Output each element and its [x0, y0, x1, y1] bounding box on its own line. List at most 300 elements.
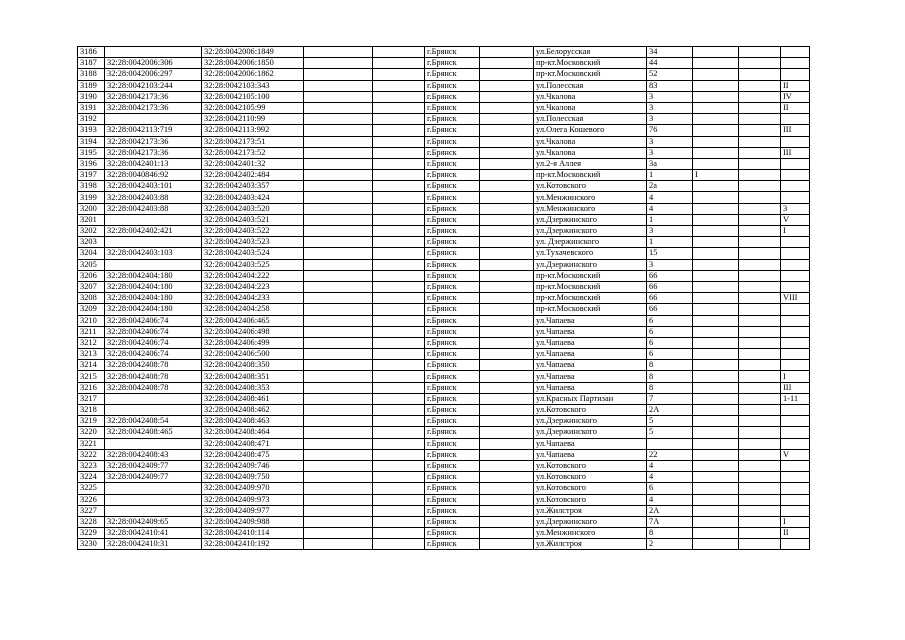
- cell-cad_old: 32:28:0042403:103: [105, 248, 202, 259]
- cell-cad_old: 32:28:0042173:36: [105, 136, 202, 147]
- cell-c11: [739, 304, 781, 315]
- cell-c12: [781, 270, 810, 281]
- cell-c10: [693, 393, 739, 404]
- table-row: [78, 125, 810, 136]
- cell-c11: [739, 528, 781, 539]
- cell-c10: [693, 147, 739, 158]
- cell-c7: [480, 326, 534, 337]
- cell-c12: II: [781, 102, 810, 113]
- cell-c12: V: [781, 214, 810, 225]
- cell-num: 3226: [78, 494, 105, 505]
- cell-c7: [480, 102, 534, 113]
- cell-c5: [373, 91, 425, 102]
- cell-city: г.Брянск: [425, 214, 480, 225]
- cell-c11: [739, 315, 781, 326]
- cell-cad_new: 32:28:0042403:525: [202, 259, 304, 270]
- cell-c11: [739, 371, 781, 382]
- cell-c7: [480, 494, 534, 505]
- cell-c10: [693, 505, 739, 516]
- cell-c4: [304, 136, 373, 147]
- cell-c11: [739, 438, 781, 449]
- cell-num: 3220: [78, 427, 105, 438]
- cell-c5: [373, 416, 425, 427]
- cell-c11: [739, 326, 781, 337]
- cell-c5: [373, 102, 425, 113]
- registry-body: [78, 47, 810, 550]
- cell-c10: [693, 315, 739, 326]
- table-row: [78, 349, 810, 360]
- cell-house: 2А: [647, 505, 693, 516]
- cell-cad_new: 32:28:0042406:498: [202, 326, 304, 337]
- cell-c10: [693, 259, 739, 270]
- cell-c4: [304, 315, 373, 326]
- cell-c7: [480, 528, 534, 539]
- cell-c7: [480, 281, 534, 292]
- cell-num: 3210: [78, 315, 105, 326]
- cell-c10: [693, 293, 739, 304]
- cell-house: 3: [647, 226, 693, 237]
- cell-city: г.Брянск: [425, 170, 480, 181]
- cell-c5: [373, 460, 425, 471]
- cell-c11: [739, 259, 781, 270]
- cell-cad_old: 32:28:0042404:180: [105, 293, 202, 304]
- cell-cad_new: 32:28:0042403:424: [202, 192, 304, 203]
- cell-cad_old: 32:28:0042408:54: [105, 416, 202, 427]
- cell-num: 3186: [78, 47, 105, 58]
- cell-cad_new: 32:28:0042408:353: [202, 382, 304, 393]
- cell-num: 3216: [78, 382, 105, 393]
- cell-c4: [304, 226, 373, 237]
- cell-c11: [739, 102, 781, 113]
- cell-c7: [480, 47, 534, 58]
- cell-c4: [304, 539, 373, 550]
- cell-c4: [304, 80, 373, 91]
- cell-c7: [480, 472, 534, 483]
- table-row: [78, 91, 810, 102]
- cell-c4: [304, 382, 373, 393]
- cell-c10: [693, 472, 739, 483]
- cell-num: 3207: [78, 281, 105, 292]
- cell-c5: [373, 226, 425, 237]
- cell-c5: [373, 516, 425, 527]
- cell-c5: [373, 270, 425, 281]
- cell-c7: [480, 270, 534, 281]
- cell-c10: [693, 449, 739, 460]
- table-row: [78, 449, 810, 460]
- cell-c12: [781, 494, 810, 505]
- cell-c10: [693, 270, 739, 281]
- cell-c5: [373, 371, 425, 382]
- cell-c7: [480, 80, 534, 91]
- cell-c10: [693, 304, 739, 315]
- cell-c4: [304, 248, 373, 259]
- cell-cad_old: 32:28:0040846:92: [105, 170, 202, 181]
- cell-num: 3209: [78, 304, 105, 315]
- cell-street: ул.Чапаева: [534, 449, 647, 460]
- cell-num: 3217: [78, 393, 105, 404]
- cell-city: г.Брянск: [425, 91, 480, 102]
- cell-c11: [739, 393, 781, 404]
- cell-c4: [304, 326, 373, 337]
- cell-cad_old: [105, 483, 202, 494]
- cell-c12: III: [781, 147, 810, 158]
- cell-c7: [480, 147, 534, 158]
- table-row: [78, 293, 810, 304]
- cell-cad_old: [105, 393, 202, 404]
- cell-c5: [373, 382, 425, 393]
- cell-cad_old: [105, 259, 202, 270]
- cell-cad_old: 32:28:0042173:36: [105, 102, 202, 113]
- cell-c7: [480, 293, 534, 304]
- cell-num: 3206: [78, 270, 105, 281]
- cell-c11: [739, 192, 781, 203]
- cell-c5: [373, 505, 425, 516]
- cell-house: 2А: [647, 405, 693, 416]
- table-row: [78, 382, 810, 393]
- cell-c11: [739, 416, 781, 427]
- cell-cad_new: 32:28:0042404:223: [202, 281, 304, 292]
- cell-c4: [304, 337, 373, 348]
- cell-c4: [304, 114, 373, 125]
- cell-c4: [304, 270, 373, 281]
- cell-cad_new: 32:28:0042408:461: [202, 393, 304, 404]
- cell-cad_old: [105, 214, 202, 225]
- cell-street: пр-кт.Московский: [534, 304, 647, 315]
- cell-c5: [373, 214, 425, 225]
- cell-c12: [781, 136, 810, 147]
- table-row: [78, 360, 810, 371]
- cell-num: 3227: [78, 505, 105, 516]
- cell-c11: [739, 181, 781, 192]
- cell-c10: [693, 114, 739, 125]
- cell-c11: [739, 170, 781, 181]
- cell-house: 3: [647, 147, 693, 158]
- cell-c12: I: [781, 226, 810, 237]
- cell-city: г.Брянск: [425, 505, 480, 516]
- cell-street: ул.Котовского: [534, 494, 647, 505]
- cell-c11: [739, 91, 781, 102]
- cell-c7: [480, 125, 534, 136]
- cell-city: г.Брянск: [425, 181, 480, 192]
- cell-city: г.Брянск: [425, 438, 480, 449]
- cell-num: 3188: [78, 69, 105, 80]
- cell-street: ул.Чапаева: [534, 337, 647, 348]
- cell-c5: [373, 58, 425, 69]
- cell-c5: [373, 405, 425, 416]
- cell-c5: [373, 80, 425, 91]
- cell-c10: [693, 349, 739, 360]
- cell-city: г.Брянск: [425, 58, 480, 69]
- cell-c12: III: [781, 125, 810, 136]
- cell-house: 83: [647, 80, 693, 91]
- cell-street: ул.Чкалова: [534, 147, 647, 158]
- cell-cad_new: 32:28:0042103:343: [202, 80, 304, 91]
- cell-c5: [373, 281, 425, 292]
- cell-c12: I: [781, 516, 810, 527]
- cell-street: ул.Котовского: [534, 472, 647, 483]
- cell-house: 3: [647, 91, 693, 102]
- cell-cad_new: 32:28:0042403:524: [202, 248, 304, 259]
- cell-street: ул.Жилстроя: [534, 539, 647, 550]
- cell-c10: [693, 214, 739, 225]
- cell-c4: [304, 281, 373, 292]
- cell-c7: [480, 181, 534, 192]
- cell-cad_old: 32:28:0042006:306: [105, 58, 202, 69]
- cell-num: 3191: [78, 102, 105, 113]
- cell-house: 2: [647, 539, 693, 550]
- cell-cad_old: 32:28:0042173:36: [105, 91, 202, 102]
- cell-c7: [480, 349, 534, 360]
- cell-city: г.Брянск: [425, 203, 480, 214]
- cell-house: 3: [647, 102, 693, 113]
- cell-c10: [693, 382, 739, 393]
- cell-c10: [693, 281, 739, 292]
- cell-c11: [739, 483, 781, 494]
- cell-city: г.Брянск: [425, 460, 480, 471]
- cell-house: 8: [647, 371, 693, 382]
- cell-c12: [781, 326, 810, 337]
- table-row: [78, 416, 810, 427]
- cell-c7: [480, 483, 534, 494]
- cell-house: 8: [647, 382, 693, 393]
- cell-c12: [781, 170, 810, 181]
- cell-cad_old: 32:28:0042113:719: [105, 125, 202, 136]
- cell-c5: [373, 170, 425, 181]
- cell-c11: [739, 494, 781, 505]
- cell-c7: [480, 203, 534, 214]
- property-registry-table: [77, 46, 810, 550]
- cell-c5: [373, 114, 425, 125]
- cell-house: 6: [647, 483, 693, 494]
- cell-street: ул.Белорусская: [534, 47, 647, 58]
- cell-cad_old: 32:28:0042403:88: [105, 192, 202, 203]
- cell-street: ул.Полесская: [534, 80, 647, 91]
- cell-c12: [781, 438, 810, 449]
- cell-c12: V: [781, 449, 810, 460]
- table-row: [78, 528, 810, 539]
- cell-c11: [739, 360, 781, 371]
- cell-c5: [373, 494, 425, 505]
- cell-c12: [781, 181, 810, 192]
- cell-cad_old: 32:28:0042409:77: [105, 460, 202, 471]
- cell-c7: [480, 136, 534, 147]
- table-row: [78, 47, 810, 58]
- cell-c10: [693, 483, 739, 494]
- cell-c5: [373, 192, 425, 203]
- cell-c4: [304, 259, 373, 270]
- cell-street: ул.Котовского: [534, 460, 647, 471]
- cell-c7: [480, 393, 534, 404]
- cell-c12: [781, 405, 810, 416]
- table-row: [78, 136, 810, 147]
- cell-house: 66: [647, 304, 693, 315]
- cell-cad_old: 32:28:0042404:180: [105, 270, 202, 281]
- cell-cad_old: [105, 237, 202, 248]
- cell-cad_new: 32:28:0042408:462: [202, 405, 304, 416]
- cell-c11: [739, 472, 781, 483]
- cell-cad_old: [105, 405, 202, 416]
- cell-num: 3219: [78, 416, 105, 427]
- table-row: [78, 102, 810, 113]
- cell-street: ул.Чкалова: [534, 102, 647, 113]
- cell-num: 3229: [78, 528, 105, 539]
- cell-cad_new: 32:28:0042403:523: [202, 237, 304, 248]
- cell-c12: [781, 360, 810, 371]
- cell-cad_new: 32:28:0042409:746: [202, 460, 304, 471]
- cell-house: 4: [647, 192, 693, 203]
- table-row: [78, 371, 810, 382]
- cell-c10: [693, 226, 739, 237]
- cell-c11: [739, 449, 781, 460]
- cell-cad_new: 32:28:0042110:99: [202, 114, 304, 125]
- cell-street: ул.Менжинского: [534, 203, 647, 214]
- cell-city: г.Брянск: [425, 69, 480, 80]
- cell-c12: [781, 539, 810, 550]
- cell-street: пр-кт.Московский: [534, 58, 647, 69]
- cell-c5: [373, 438, 425, 449]
- cell-cad_old: [105, 438, 202, 449]
- cell-c11: [739, 281, 781, 292]
- cell-city: г.Брянск: [425, 472, 480, 483]
- cell-c11: [739, 460, 781, 471]
- cell-c5: [373, 539, 425, 550]
- cell-city: г.Брянск: [425, 147, 480, 158]
- cell-c7: [480, 114, 534, 125]
- cell-street: ул.Полесская: [534, 114, 647, 125]
- cell-c5: [373, 259, 425, 270]
- cell-cad_old: 32:28:0042406:74: [105, 349, 202, 360]
- cell-city: г.Брянск: [425, 259, 480, 270]
- cell-c10: [693, 326, 739, 337]
- table-row: [78, 516, 810, 527]
- cell-street: ул.2-я Аллея: [534, 158, 647, 169]
- cell-c7: [480, 460, 534, 471]
- cell-num: 3202: [78, 226, 105, 237]
- cell-c10: [693, 337, 739, 348]
- cell-cad_new: 32:28:0042105:99: [202, 102, 304, 113]
- cell-c7: [480, 237, 534, 248]
- cell-street: ул.Красных Партизан: [534, 393, 647, 404]
- cell-street: ул.Дзержинского: [534, 427, 647, 438]
- cell-c12: [781, 483, 810, 494]
- table-row: [78, 460, 810, 471]
- cell-c7: [480, 248, 534, 259]
- cell-street: пр-кт.Московский: [534, 293, 647, 304]
- cell-num: 3223: [78, 460, 105, 471]
- cell-cad_old: 32:28:0042406:74: [105, 315, 202, 326]
- cell-num: 3224: [78, 472, 105, 483]
- table-row: [78, 158, 810, 169]
- cell-c7: [480, 69, 534, 80]
- cell-city: г.Брянск: [425, 80, 480, 91]
- cell-street: ул.Чапаева: [534, 438, 647, 449]
- cell-cad_old: [105, 114, 202, 125]
- cell-c5: [373, 248, 425, 259]
- cell-street: пр-кт.Московский: [534, 270, 647, 281]
- cell-c5: [373, 293, 425, 304]
- cell-c12: [781, 114, 810, 125]
- table-row: [78, 80, 810, 91]
- cell-c11: [739, 203, 781, 214]
- cell-c5: [373, 304, 425, 315]
- cell-c11: [739, 337, 781, 348]
- cell-num: 3201: [78, 214, 105, 225]
- cell-street: пр-кт.Московский: [534, 281, 647, 292]
- table-row: [78, 472, 810, 483]
- cell-street: ул.Тухачевского: [534, 248, 647, 259]
- cell-street: ул.Чапаева: [534, 349, 647, 360]
- cell-c4: [304, 192, 373, 203]
- cell-c12: [781, 281, 810, 292]
- cell-city: г.Брянск: [425, 136, 480, 147]
- cell-num: 3228: [78, 516, 105, 527]
- cell-num: 3212: [78, 337, 105, 348]
- cell-city: г.Брянск: [425, 158, 480, 169]
- cell-c11: [739, 58, 781, 69]
- cell-num: 3214: [78, 360, 105, 371]
- cell-street: ул.Чапаева: [534, 382, 647, 393]
- cell-c7: [480, 170, 534, 181]
- cell-c7: [480, 371, 534, 382]
- cell-cad_old: 32:28:0042402:421: [105, 226, 202, 237]
- cell-cad_old: 32:28:0042173:36: [105, 147, 202, 158]
- cell-cad_new: 32:28:0042409:973: [202, 494, 304, 505]
- cell-house: [647, 438, 693, 449]
- cell-c12: I: [781, 371, 810, 382]
- cell-city: г.Брянск: [425, 237, 480, 248]
- cell-c11: [739, 539, 781, 550]
- cell-city: г.Брянск: [425, 304, 480, 315]
- cell-c12: [781, 192, 810, 203]
- cell-cad_old: 32:28:0042408:78: [105, 382, 202, 393]
- cell-cad_new: 32:28:0042408:351: [202, 371, 304, 382]
- cell-cad_old: [105, 494, 202, 505]
- cell-city: г.Брянск: [425, 360, 480, 371]
- cell-c10: [693, 158, 739, 169]
- table-row: [78, 170, 810, 181]
- cell-num: 3189: [78, 80, 105, 91]
- cell-c5: [373, 326, 425, 337]
- cell-house: 8: [647, 360, 693, 371]
- cell-cad_old: 32:28:0042404:180: [105, 304, 202, 315]
- cell-c4: [304, 203, 373, 214]
- cell-city: г.Брянск: [425, 539, 480, 550]
- cell-street: ул.Чкалова: [534, 136, 647, 147]
- cell-c10: I: [693, 170, 739, 181]
- cell-city: г.Брянск: [425, 125, 480, 136]
- cell-c10: [693, 427, 739, 438]
- cell-num: 3225: [78, 483, 105, 494]
- cell-cad_new: 32:28:0042006:1849: [202, 47, 304, 58]
- cell-c4: [304, 449, 373, 460]
- cell-c4: [304, 125, 373, 136]
- cell-city: г.Брянск: [425, 382, 480, 393]
- cell-c11: [739, 516, 781, 527]
- cell-num: 3194: [78, 136, 105, 147]
- cell-c12: [781, 349, 810, 360]
- cell-c12: 1-11: [781, 393, 810, 404]
- cell-city: г.Брянск: [425, 315, 480, 326]
- cell-c10: [693, 125, 739, 136]
- cell-cad_old: 32:28:0042410:41: [105, 528, 202, 539]
- cell-c11: [739, 147, 781, 158]
- cell-cad_old: [105, 505, 202, 516]
- cell-c10: [693, 203, 739, 214]
- cell-c11: [739, 237, 781, 248]
- cell-house: 66: [647, 270, 693, 281]
- cell-c7: [480, 405, 534, 416]
- cell-city: г.Брянск: [425, 393, 480, 404]
